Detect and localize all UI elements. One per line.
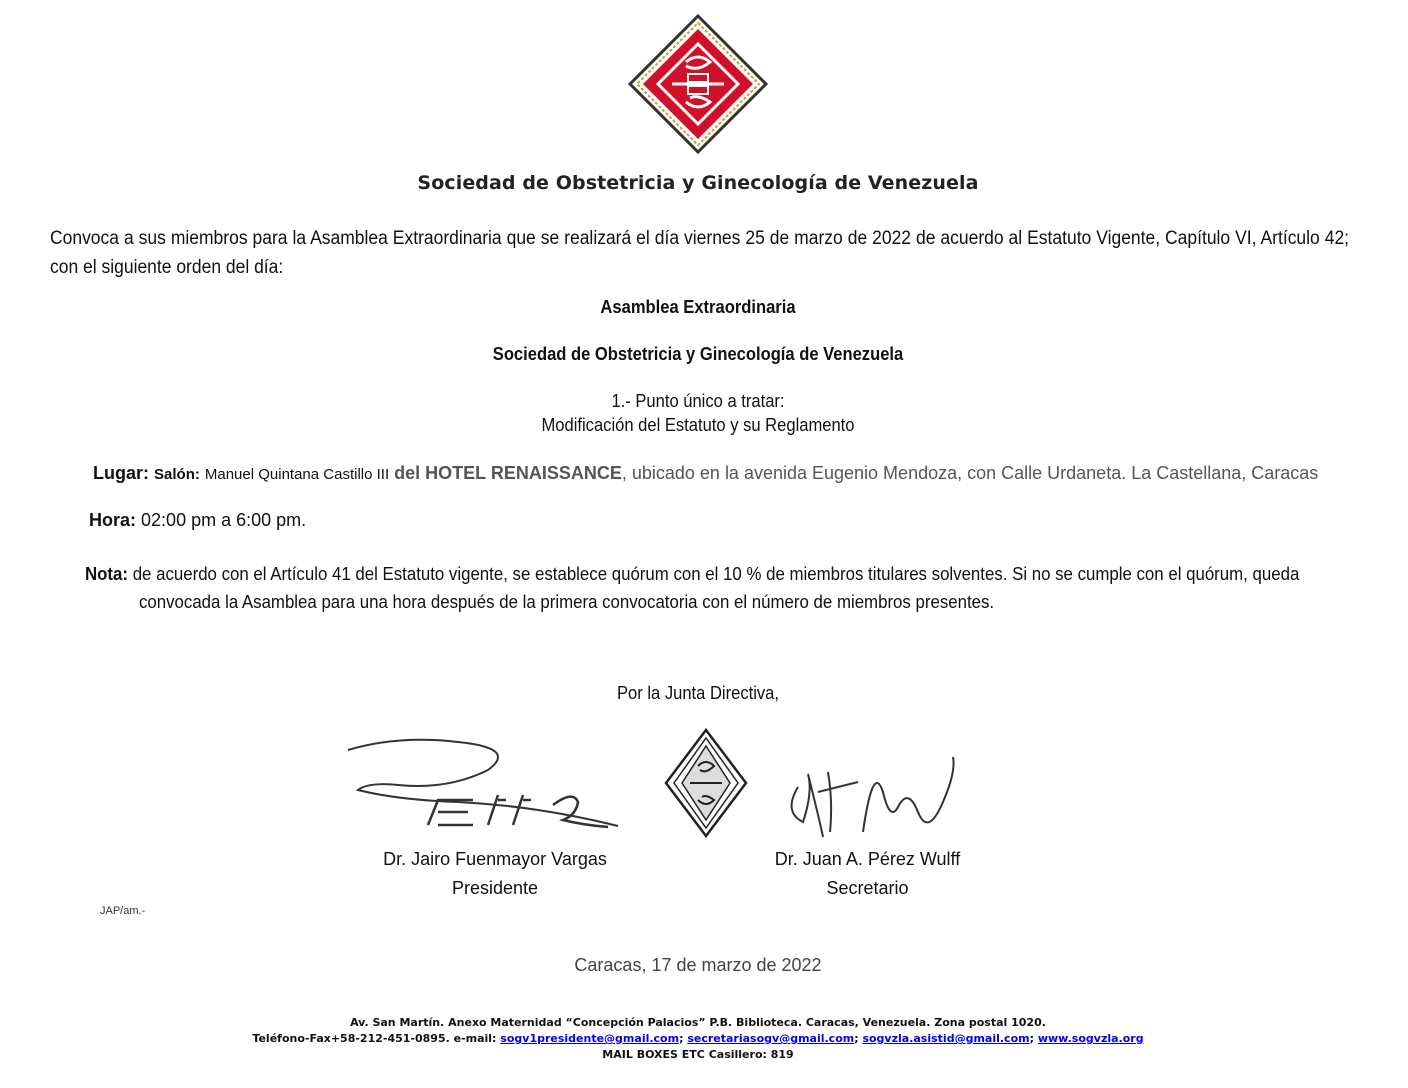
footer-phone: Teléfono-Fax+58-212-451-0895. e-mail: (252, 1032, 501, 1045)
footer-contact: Teléfono-Fax+58-212-451-0895. e-mail: sogv1presidente@gmail.com; secretariasogv@gmail.com; sogvzla.asistid@gmail.com; www.sogvzla.org (252, 1032, 1144, 1045)
hotel-name: del HOTEL RENAISSANCE (394, 463, 622, 483)
hora-value: 02:00 pm a 6:00 pm. (141, 510, 307, 530)
email-asistid-link[interactable]: sogvzla.asistid@gmail.com (862, 1032, 1030, 1045)
agenda-line-1: 1.- Punto único a tratar: (611, 391, 785, 411)
secretary-signature (778, 752, 968, 842)
president-name: Dr. Jairo Fuenmayor Vargas (383, 849, 607, 869)
heading-sociedad: Sociedad de Obstetricia y Ginecología de Venezuela (492, 344, 904, 364)
salon-name: Manuel Quintana Castillo III (204, 466, 390, 483)
sogv-logo (628, 14, 768, 154)
footer (0, 1015, 1396, 1063)
agenda-line-2: Modificación del Estatuto y su Reglamento (541, 415, 855, 435)
website-link[interactable]: www.sogvzla.org (1037, 1032, 1144, 1045)
signature-intro: Por la Junta Directiva, (616, 683, 779, 703)
lugar-address: , ubicado en la avenida Eugenio Mendoza, con Calle Urdaneta. La Castellana, Caracas (621, 463, 1319, 483)
president-signature (338, 730, 628, 840)
lugar-line (93, 463, 1318, 484)
footer-mailbox: MAIL BOXES ETC Casillero: 819 (602, 1048, 794, 1061)
secretary-name: Dr. Juan A. Pérez Wulff (774, 849, 961, 869)
intro-paragraph: Convoca a sus miembros para la Asamblea Extraordinaria que se realizará el día viernes 25 de marzo de 2022 de acuerdo al Estatuto Vigente, Capítulo VI, Artículo 42; con el siguiente orden del día: (50, 228, 1350, 278)
sogv-seal (664, 728, 748, 838)
email-presidente-link[interactable]: sogv1presidente@gmail.com (500, 1032, 680, 1045)
place-date: Caracas, 17 de marzo de 2022 (574, 955, 822, 975)
president-title: Presidente (451, 878, 539, 898)
salon-label: Salón: (154, 466, 200, 483)
nota-line-1 (85, 564, 1299, 585)
nota-label: Nota: (85, 564, 129, 584)
nota-text-1: de acuerdo con el Artículo 41 del Estatuto vigente, se establece quórum con el 10 % de miembros titulares solventes. Si no se cumple con el quórum, queda (132, 564, 1300, 584)
secretary-block (745, 845, 990, 903)
heading-asamblea: Asamblea Extraordinaria (600, 297, 796, 317)
hora-label: Hora: (89, 510, 137, 530)
nota-line-2: convocada la Asamblea para una hora después de la primera convocatoria con el número de miembros presentes. (139, 592, 995, 612)
lugar-label: Lugar: (93, 463, 149, 483)
hora-line (89, 510, 306, 531)
secretary-title: Secretario (826, 878, 909, 898)
initials: JAP/am.- (100, 905, 146, 917)
organization-title: Sociedad de Obstetricia y Ginecología de Venezuela (417, 172, 979, 194)
email-secretaria-link[interactable]: secretariasogv@gmail.com (687, 1032, 855, 1045)
president-block (370, 845, 620, 903)
footer-address: Av. San Martín. Anexo Maternidad “Concepción Palacios” P.B. Biblioteca. Caracas, Venezuela. Zona postal 1020. (350, 1016, 1046, 1029)
